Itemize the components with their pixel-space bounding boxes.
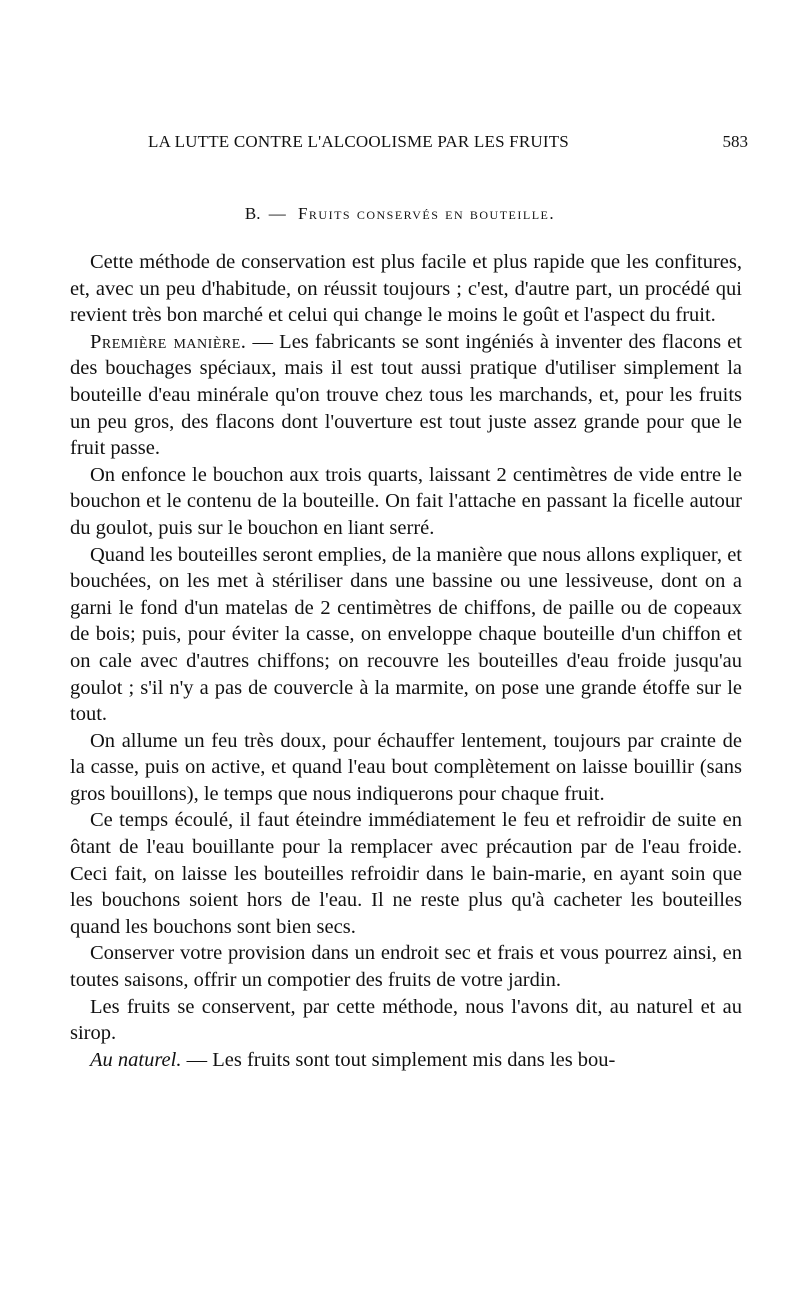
paragraph <box>70 807 742 940</box>
paragraph <box>70 462 742 542</box>
paragraph-text: Ce temps écoulé, il faut éteindre immédiatement le feu et refroidir de suite en ôtant de l'eau bouillante pour la remplacer avec précaution par de l'eau froide. Ceci fait, on laisse les bouteilles refroidir dans le bain-marie, en ayant soin que les bouchons soient hors de l'eau. Il ne reste plus qu'à cacheter les bouteilles quand les bouchons sont bien secs. <box>70 809 742 938</box>
paragraph <box>70 329 742 462</box>
paragraph-text: On allume un feu très doux, pour échauffer lentement, toujours par crainte de la casse, puis on active, et quand l'eau bout complètement on laisse bouillir (sans gros bouillons), le temps que nous indiquerons pour chaque fruit. <box>70 729 742 805</box>
section-title: Fruits conservés en bouteille. <box>297 204 556 223</box>
body-text <box>70 249 742 1073</box>
paragraph-text: Quand les bouteilles seront emplies, de la manière que nous allons expliquer, et bouchées, on les met à stériliser dans une bassine ou une lessiveuse, dont on a garni le fond d'un matelas de 2 centimètres de chiffons, de paille ou de copeaux de bois; puis, pour éviter la casse, on enveloppe chaque bouteille d'un chiffon et on cale avec d'autres chiffons; on recouvre les bouteilles d'eau froide jusqu'au goulot ; s'il n'y a pas de couvercle à la marmite, on pose une grande étoffe sur le tout. <box>70 543 742 726</box>
paragraph <box>70 542 742 728</box>
paragraph-lead-italic: Au naturel. <box>90 1048 182 1071</box>
paragraph <box>70 728 742 808</box>
paragraph-text: Conserver votre provision dans un endroit sec et frais et vous pourrez ainsi, en toutes saisons, offrir un compotier des fruits de votre jardin. <box>70 942 742 992</box>
paragraph-text: — Les fabricants se sont ingéniés à inventer des flacons et des bouchages spéciaux, mais il est tout aussi pratique d'utiliser simplement la bouteille d'eau minérale qu'on trouve chez tous les marchands, et, pour les fruits un peu gros, des flacons dont l'ouverture est tout juste assez grande pour que le fruit passe. <box>70 330 742 460</box>
paragraph-lead: Première manière. <box>90 330 247 353</box>
page-header <box>148 132 748 156</box>
paragraph-text: Cette méthode de conservation est plus facile et plus rapide que les confitures, et, avec un peu d'habitude, on réussit toujours ; c'est, d'autre part, un procédé qui revient très bon marché et celui qui change le moins le goût et l'aspect du fruit. <box>70 251 742 327</box>
paragraph <box>70 1047 742 1074</box>
running-title: LA LUTTE CONTRE L'ALCOOLISME PAR LES FRUITS <box>148 132 569 151</box>
paragraph-text: — Les fruits sont tout simplement mis dans les bou- <box>181 1048 616 1071</box>
paragraph <box>70 994 742 1047</box>
paragraph <box>70 940 742 993</box>
page-number: 583 <box>722 132 748 151</box>
paragraph-text: On enfonce le bouchon aux trois quarts, laissant 2 centimètres de vide entre le bouchon et le contenu de la bouteille. On fait l'attache en passant la ficelle autour du goulot, puis sur le bouchon en liant serré. <box>70 463 742 539</box>
section-letter: B. <box>244 204 261 223</box>
paragraph-text: Les fruits se conservent, par cette méthode, nous l'avons dit, au naturel et au sirop. <box>70 995 742 1045</box>
section-heading <box>0 204 800 224</box>
paragraph <box>70 249 742 329</box>
section-dash: — <box>268 204 286 223</box>
